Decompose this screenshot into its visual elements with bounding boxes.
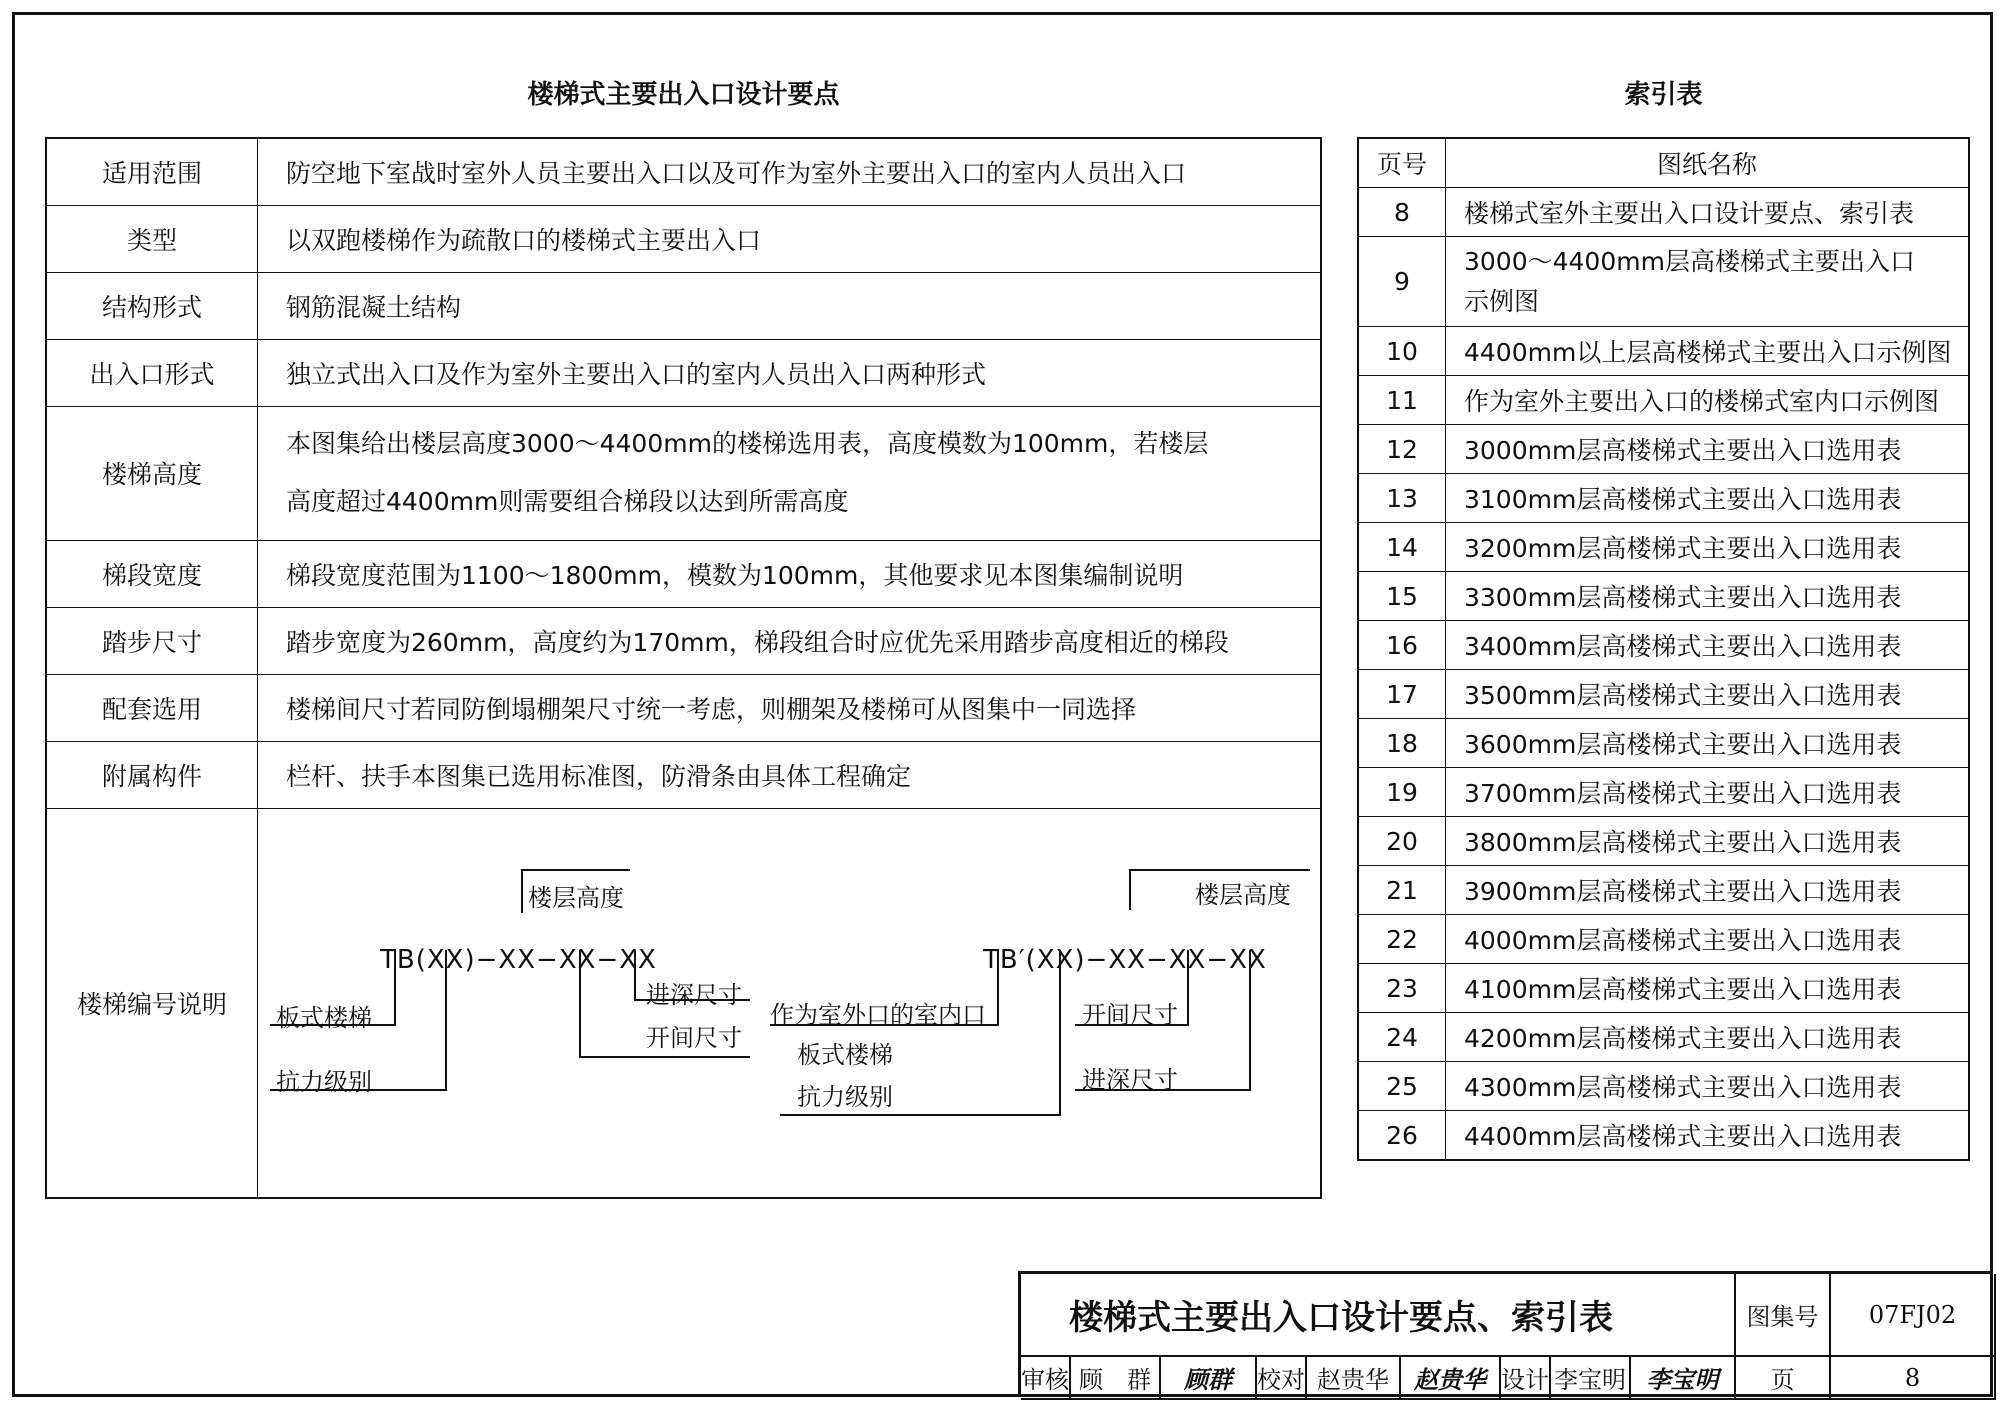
index-page: 8	[1358, 188, 1446, 237]
index-name: 4000mm层高楼梯式主要出入口选用表	[1446, 915, 1970, 964]
row-value: 独立式出入口及作为室外主要出入口的室内人员出入口两种形式	[258, 339, 1322, 406]
table-row	[46, 741, 1321, 808]
left-floor-height-label: 楼层高度	[528, 884, 624, 912]
table-row	[46, 272, 1321, 339]
index-name: 3700mm层高楼梯式主要出入口选用表	[1446, 768, 1970, 817]
page-label: 页	[1736, 1357, 1831, 1400]
table-row	[1358, 915, 1969, 964]
index-header-page: 页号	[1358, 138, 1446, 188]
left-stair-code: TB(XX)−XX−XX−XX	[380, 945, 657, 975]
left-depth-label: 进深尺寸	[646, 981, 742, 1009]
right-heading: 索引表	[1624, 80, 1703, 110]
review-label: 审核	[1021, 1357, 1071, 1400]
right-width-label: 开间尺寸	[1082, 1001, 1178, 1029]
row-key: 踏步尺寸	[46, 607, 258, 674]
index-page: 17	[1358, 670, 1446, 719]
index-table	[1357, 137, 1970, 1161]
row-value: 梯段宽度范围为1100～1800mm，模数为100mm，其他要求见本图集编制说明	[258, 540, 1322, 607]
row-value: 栏杆、扶手本图集已选用标准图，防滑条由具体工程确定	[258, 741, 1322, 808]
row-key: 梯段宽度	[46, 540, 258, 607]
page-number: 8	[1831, 1357, 1996, 1400]
index-name: 4100mm层高楼梯式主要出入口选用表	[1446, 964, 1970, 1013]
index-name: 4400mm以上层高楼梯式主要出入口示例图	[1446, 327, 1970, 376]
index-name-line-2: 示例图	[1464, 286, 1540, 316]
table-row	[1358, 1013, 1969, 1062]
table-row	[46, 138, 1321, 205]
index-name: 3100mm层高楼梯式主要出入口选用表	[1446, 474, 1970, 523]
right-type-label: 板式楼梯	[797, 1041, 893, 1069]
index-page: 24	[1358, 1013, 1446, 1062]
index-page: 19	[1358, 768, 1446, 817]
right-level-label: 抗力级别	[797, 1083, 893, 1111]
row-key: 楼梯高度	[46, 406, 258, 540]
table-row	[1358, 866, 1969, 915]
row-value: 防空地下室战时室外人员主要出入口以及可作为室外主要出入口的室内人员出入口	[258, 138, 1322, 205]
index-name: 3200mm层高楼梯式主要出入口选用表	[1446, 523, 1970, 572]
check-label: 校对	[1257, 1357, 1307, 1400]
drawing-title: 楼梯式主要出入口设计要点、索引表	[1021, 1274, 1736, 1357]
table-row	[46, 205, 1321, 272]
row-key: 楼梯编号说明	[46, 808, 258, 1198]
right-stair-code: TB′(XX)−XX−XX−XX	[983, 945, 1267, 975]
table-row	[1358, 237, 1969, 327]
table-row	[46, 674, 1321, 741]
table-row	[1358, 523, 1969, 572]
right-indoor-label: 作为室外口的室内口	[770, 1001, 986, 1029]
table-row	[1358, 425, 1969, 474]
left-level-label: 抗力级别	[276, 1068, 372, 1096]
checker-name: 赵贵华	[1307, 1357, 1401, 1400]
table-row	[1358, 572, 1969, 621]
index-page: 13	[1358, 474, 1446, 523]
table-row	[46, 607, 1321, 674]
index-name: 3900mm层高楼梯式主要出入口选用表	[1446, 866, 1970, 915]
index-header-name: 图纸名称	[1446, 138, 1970, 188]
index-name: 3400mm层高楼梯式主要出入口选用表	[1446, 621, 1970, 670]
row-value: 钢筋混凝土结构	[258, 272, 1322, 339]
index-name: 4400mm层高楼梯式主要出入口选用表	[1446, 1111, 1970, 1161]
table-row	[1358, 817, 1969, 866]
table-row	[1358, 1111, 1969, 1161]
index-name: 3600mm层高楼梯式主要出入口选用表	[1446, 719, 1970, 768]
index-page: 25	[1358, 1062, 1446, 1111]
atlas-no: 07FJ02	[1831, 1274, 1996, 1357]
index-name: 作为室外主要出入口的楼梯式室内口示例图	[1446, 376, 1970, 425]
table-row	[1358, 327, 1969, 376]
index-page: 21	[1358, 866, 1446, 915]
index-page: 23	[1358, 964, 1446, 1013]
right-depth-label: 进深尺寸	[1082, 1066, 1178, 1094]
index-name: 4300mm层高楼梯式主要出入口选用表	[1446, 1062, 1970, 1111]
row-key: 配套选用	[46, 674, 258, 741]
index-page: 15	[1358, 572, 1446, 621]
table-row	[1358, 768, 1969, 817]
row-key: 类型	[46, 205, 258, 272]
table-row	[1358, 376, 1969, 425]
numbering-diagram	[260, 810, 1320, 1190]
index-page: 20	[1358, 817, 1446, 866]
index-page: 18	[1358, 719, 1446, 768]
row-value: 踏步宽度为260mm，高度约为170mm，梯段组合时应优先采用踏步高度相近的梯段	[258, 607, 1322, 674]
table-row	[1358, 670, 1969, 719]
left-heading: 楼梯式主要出入口设计要点	[527, 80, 840, 110]
index-page: 9	[1358, 237, 1446, 327]
index-name: 3800mm层高楼梯式主要出入口选用表	[1446, 817, 1970, 866]
table-row	[1358, 188, 1969, 237]
index-page: 26	[1358, 1111, 1446, 1161]
table-row	[1358, 964, 1969, 1013]
index-name	[1446, 237, 1970, 327]
table-row	[1358, 1062, 1969, 1111]
row-value	[258, 406, 1322, 540]
title-block	[1018, 1271, 1993, 1397]
row-key: 附属构件	[46, 741, 258, 808]
index-page: 16	[1358, 621, 1446, 670]
table-row	[46, 406, 1321, 540]
design-label: 设计	[1501, 1357, 1551, 1400]
reviewer-signature: 顾群	[1161, 1357, 1257, 1400]
row-value-line-1: 本图集给出楼层高度3000～4400mm的楼梯选用表，高度模数为100mm，若楼层	[286, 429, 1209, 458]
checker-signature: 赵贵华	[1401, 1357, 1501, 1400]
row-key: 出入口形式	[46, 339, 258, 406]
designer-signature: 李宝明	[1631, 1357, 1736, 1400]
table-row	[1358, 474, 1969, 523]
index-page: 14	[1358, 523, 1446, 572]
right-floor-height-label: 楼层高度	[1195, 881, 1291, 909]
row-key: 结构形式	[46, 272, 258, 339]
index-name: 3500mm层高楼梯式主要出入口选用表	[1446, 670, 1970, 719]
reviewer-name: 顾 群	[1071, 1357, 1161, 1400]
index-name: 楼梯式室外主要出入口设计要点、索引表	[1446, 188, 1970, 237]
index-name: 4200mm层高楼梯式主要出入口选用表	[1446, 1013, 1970, 1062]
row-value-line-2: 高度超过4400mm则需要组合梯段以达到所需高度	[286, 487, 849, 516]
index-name-line-1: 3000～4400mm层高楼梯式主要出入口	[1464, 246, 1915, 276]
index-page: 11	[1358, 376, 1446, 425]
index-name: 3300mm层高楼梯式主要出入口选用表	[1446, 572, 1970, 621]
left-type-label: 板式楼梯	[276, 1004, 372, 1032]
left-width-label: 开间尺寸	[646, 1024, 742, 1052]
designer-name: 李宝明	[1551, 1357, 1631, 1400]
index-page: 12	[1358, 425, 1446, 474]
table-row	[1358, 719, 1969, 768]
table-row	[46, 540, 1321, 607]
index-page: 22	[1358, 915, 1446, 964]
index-page: 10	[1358, 327, 1446, 376]
row-value: 以双跑楼梯作为疏散口的楼梯式主要出入口	[258, 205, 1322, 272]
index-name: 3000mm层高楼梯式主要出入口选用表	[1446, 425, 1970, 474]
index-header-row	[1358, 138, 1969, 188]
row-value: 楼梯间尺寸若同防倒塌棚架尺寸统一考虑，则棚架及楼梯可从图集中一同选择	[258, 674, 1322, 741]
table-row	[1358, 621, 1969, 670]
row-key: 适用范围	[46, 138, 258, 205]
table-row	[46, 339, 1321, 406]
atlas-no-label: 图集号	[1736, 1274, 1831, 1357]
